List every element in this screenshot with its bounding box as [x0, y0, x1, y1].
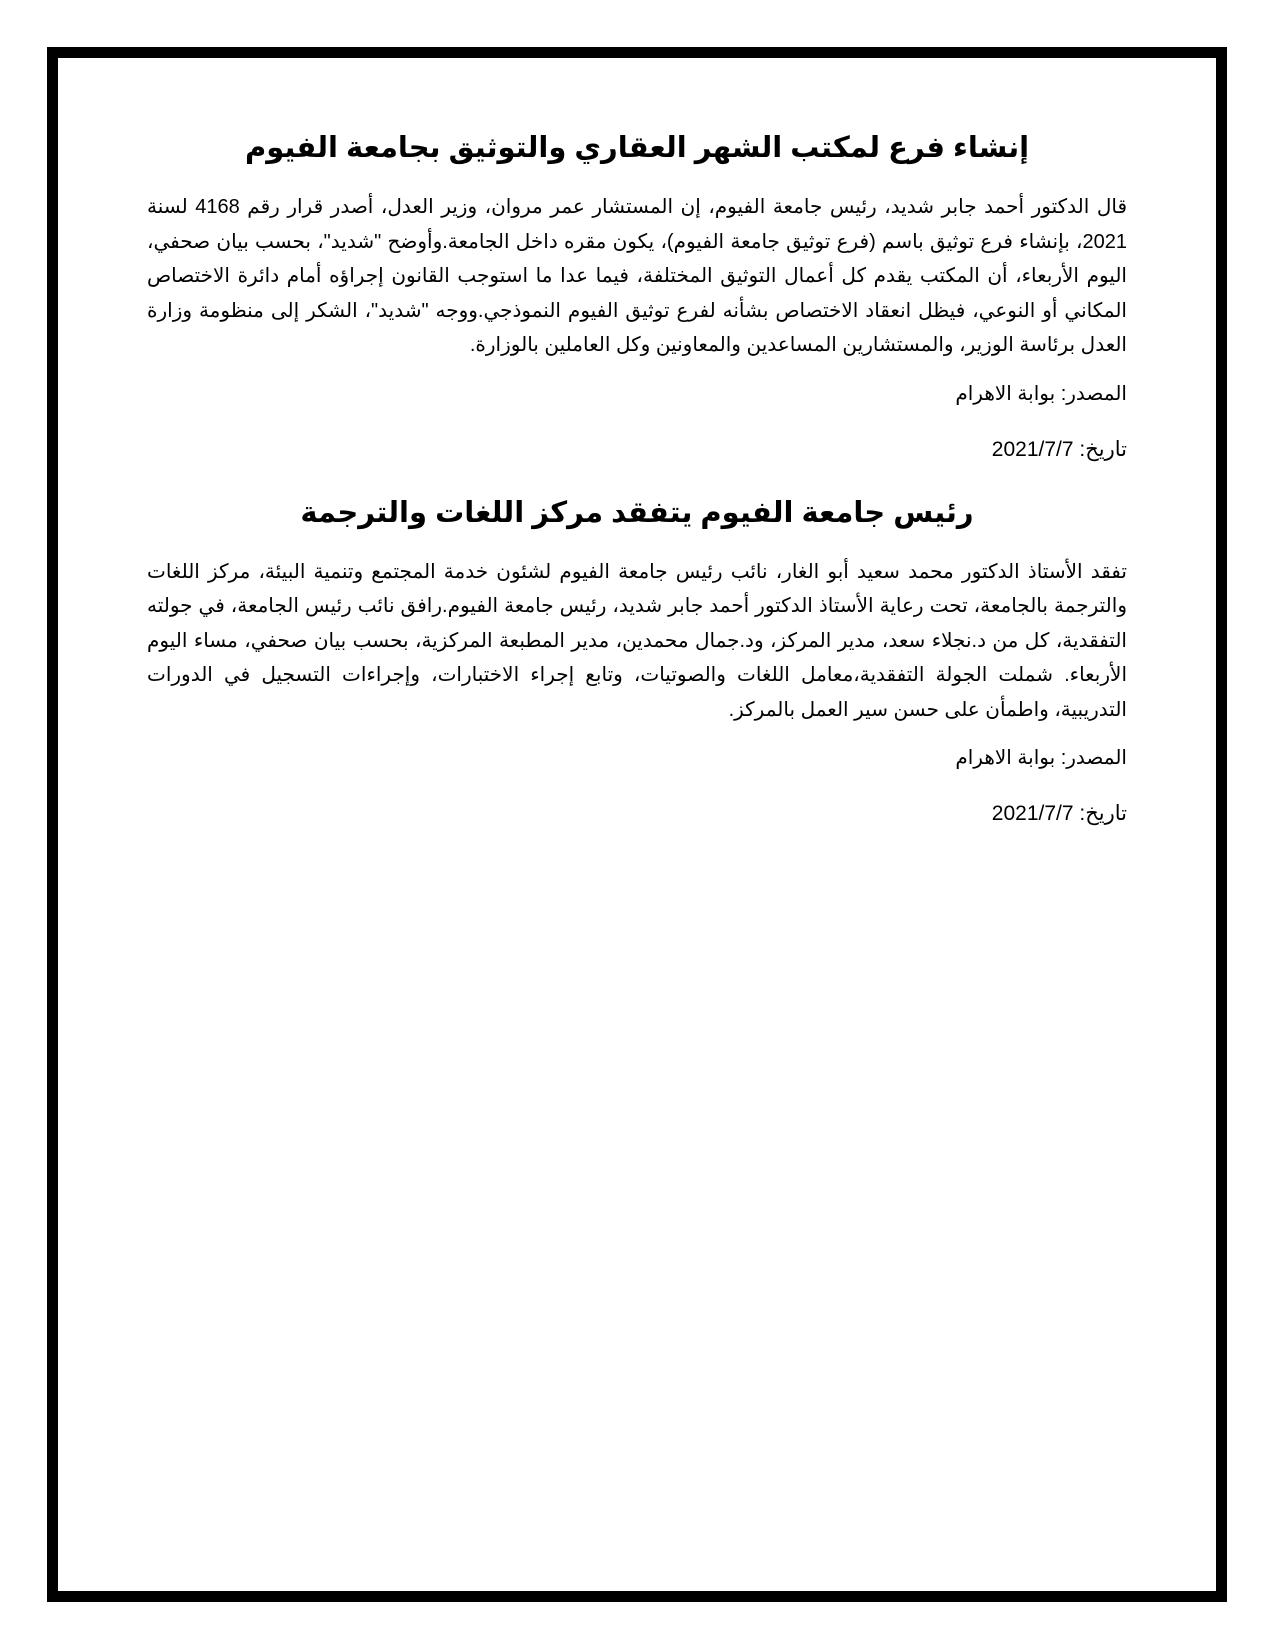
- document-content: [147, 128, 1127, 829]
- date-value: 2021/7/7: [991, 437, 1074, 461]
- article-source: [147, 743, 1127, 773]
- article-language-center: [147, 493, 1127, 830]
- source-value: بوابة الاهرام: [955, 747, 1056, 769]
- article-source: [147, 379, 1127, 409]
- article-title: رئيس جامعة الفيوم يتفقد مركز اللغات والترجمة: [300, 496, 974, 529]
- source-label: المصدر:: [1060, 747, 1127, 769]
- article-title: إنشاء فرع لمكتب الشهر العقاري والتوثيق بجامعة الفيوم: [244, 132, 1030, 164]
- date-value: 2021/7/7: [991, 802, 1074, 825]
- article-date: [147, 435, 1127, 465]
- date-label: تاريخ:: [1079, 437, 1127, 461]
- article-date: [147, 799, 1127, 829]
- source-value: بوابة الاهرام: [955, 382, 1056, 405]
- article-body: قال الدكتور أحمد جابر شديد، رئيس جامعة الفيوم، إن المستشار عمر مروان، وزير العدل، أصدر قرار رقم 4168 لسنة 2021، بإنشاء فرع توثيق باسم (فرع توثيق جامعة الفيوم)، يكون مقره داخل الجامعة.وأوضح "شديد"، بحسب بيان صحفي، اليوم الأربعاء، أن المكتب يقدم كل أعمال التوثيق المختلفة، فيما عدا ما استوجب القانون إجراؤه أمام دائرة الاختصاص المكاني أو النوعي، فيظل انعقاد الاختصاص بشأنه لفرع توثيق الفيوم النموذجي.ووجه "شديد"، الشكر إلى منظومة وزارة العدل برئاسة الوزير، والمستشارين المساعدين والمعاونين وكل العاملين بالوزارة.: [147, 196, 1128, 356]
- article-body: تفقد الأستاذ الدكتور محمد سعيد أبو الغار، نائب رئيس جامعة الفيوم لشئون خدمة المجتمع وتنمية البيئة، مركز اللغات والترجمة بالجامعة، تحت رعاية الأستاذ الدكتور أحمد جابر شديد، رئيس جامعة الفيوم.رافق نائب رئيس الجامعة، في جولته التفقدية، كل من د.نجلاء سعد، مدير المركز، ود.جمال محمدين، مدير المطبعة المركزية، بحسب بيان صحفي، مساء اليوم الأربعاء. شملت الجولة التفقدية،معامل اللغات والصوتيات، وتابع إجراء الاختبارات، وإجراءات التسجيل في الدورات التدريبية، واطمأن على حسن سير العمل بالمركز.: [147, 560, 1127, 721]
- date-label: تاريخ:: [1079, 802, 1127, 825]
- article-notary-branch: [147, 128, 1127, 465]
- source-label: المصدر:: [1060, 382, 1127, 405]
